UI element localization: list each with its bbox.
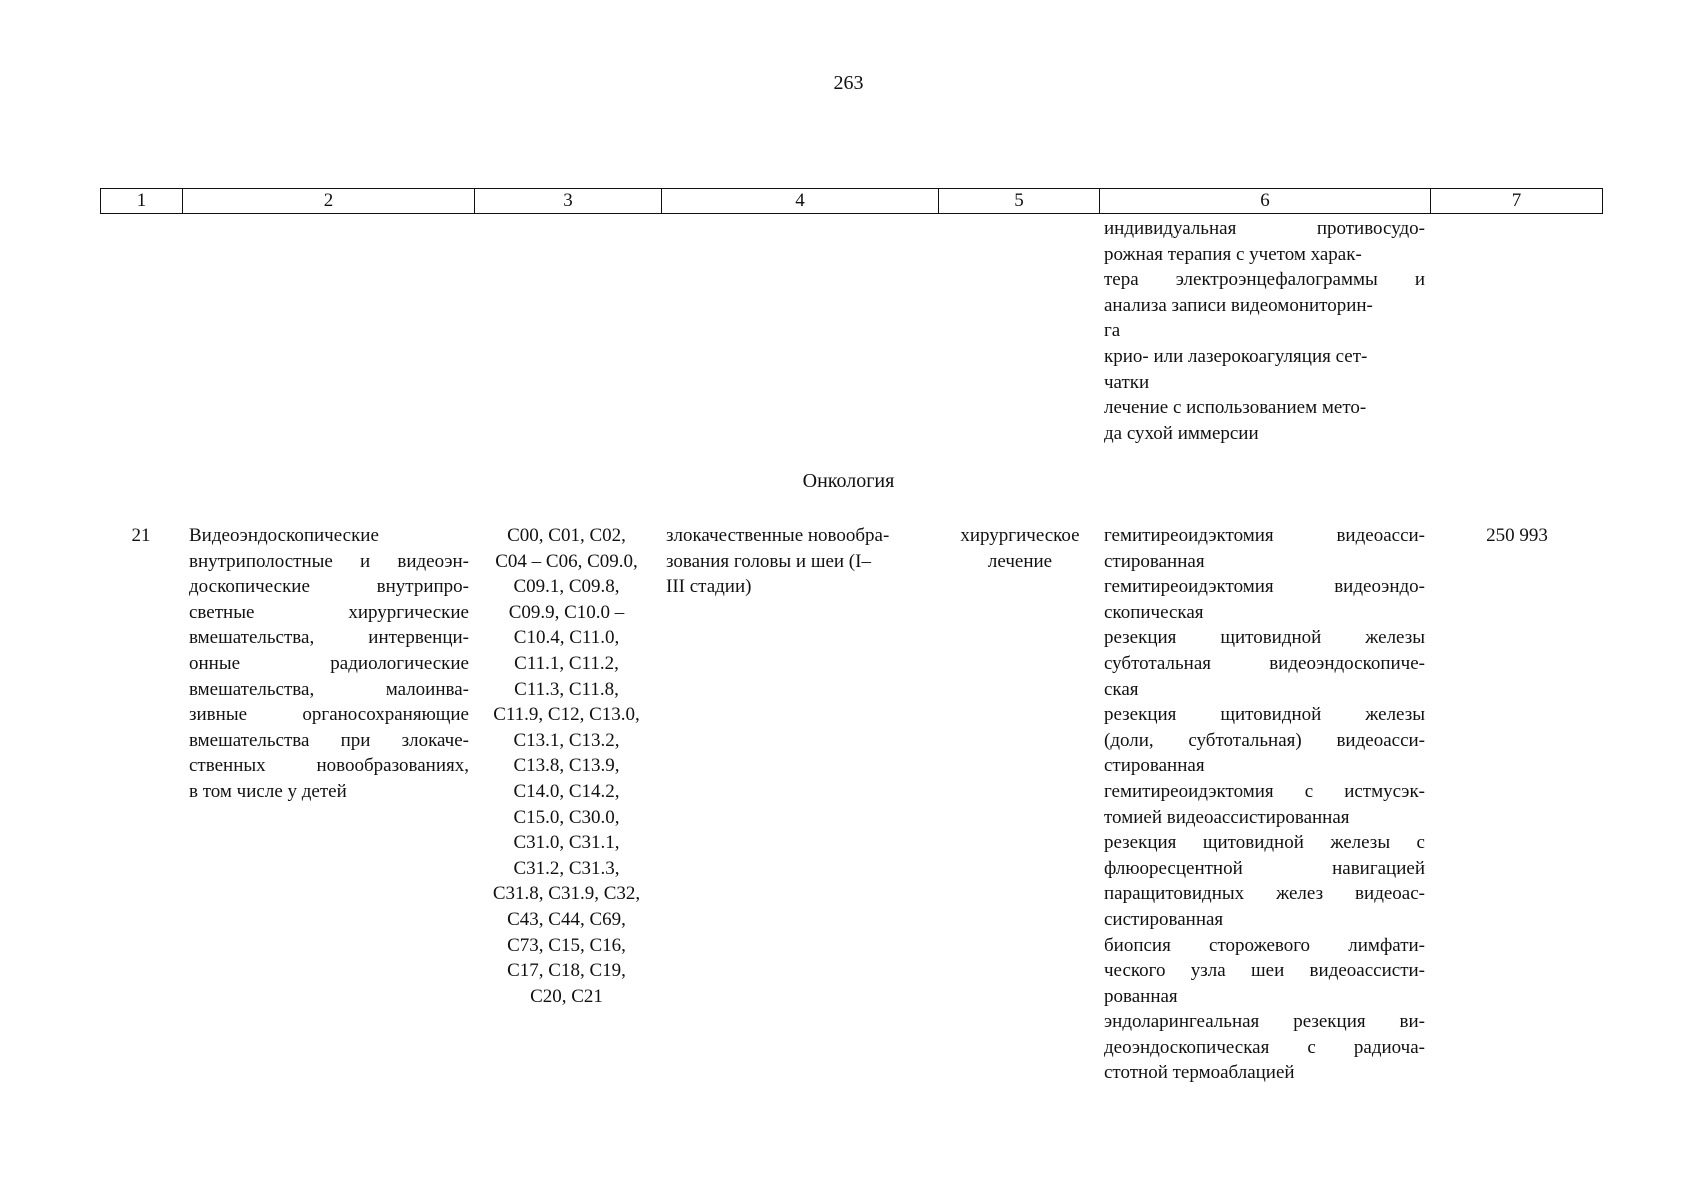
text-line: Видеоэндоскопические	[189, 525, 379, 546]
text-line: C31.2, C31.3,	[513, 857, 620, 879]
header-col-4: 4	[662, 189, 939, 214]
text-line: C11.1, C11.2,	[514, 652, 619, 674]
text-line: C13.8, C13.9,	[513, 755, 620, 777]
text-line: (доли, субтотальная) видеоасси-	[1104, 729, 1425, 751]
text-line: C11.9, C12, C13.0,	[493, 704, 640, 726]
text-line: резекция щитовидной железы	[1104, 627, 1425, 649]
text-line: C20, C21	[530, 985, 603, 1007]
text-line: га	[1104, 320, 1121, 342]
row-cost: 250 993	[1486, 525, 1548, 546]
text-line: C31.8, C31.9, C32,	[492, 883, 641, 905]
text-line: зования головы и шеи (I–	[666, 550, 871, 572]
text-line: чатки	[1104, 371, 1150, 393]
text-line: III стадии)	[666, 576, 752, 598]
text-line: да сухой иммерсии	[1104, 422, 1259, 444]
row-diagnosis	[666, 523, 936, 600]
text-line: стированная	[1104, 550, 1205, 572]
text-line: внутриполостные и видеоэн-	[189, 550, 469, 572]
text-line: светные хирургические	[189, 601, 469, 623]
text-line: онные радиологические	[189, 652, 469, 674]
row-codes	[474, 523, 659, 1009]
header-col-7: 7	[1431, 189, 1603, 214]
text-line: анализа записи видеомониторин-	[1104, 294, 1373, 316]
text-line: злокачественные новообра-	[666, 525, 890, 546]
text-line: гемитиреоидэктомия видеоэндо-	[1104, 576, 1425, 598]
text-line: резекция щитовидной железы с	[1104, 832, 1425, 854]
text-line: лечение с использованием мето-	[1104, 397, 1367, 419]
header-col-6: 6	[1100, 189, 1431, 214]
text-line: C73, C15, C16,	[507, 934, 626, 956]
text-line: C10.4, C11.0,	[513, 627, 620, 649]
row-number: 21	[131, 525, 151, 546]
text-line: C00, C01, C02,	[507, 525, 626, 546]
text-line: тера электроэнцефалограммы и	[1104, 269, 1425, 291]
text-line: C43, C44, C69,	[507, 908, 626, 930]
text-line: паращитовидных желез видеоас-	[1104, 883, 1425, 905]
text-line: C14.0, C14.2,	[513, 780, 620, 802]
text-line: индивидуальная противосудо-	[1104, 218, 1425, 239]
page-number: 263	[833, 72, 864, 94]
text-line: C04 – C06, C09.0,	[495, 550, 638, 572]
text-line: стированная	[1104, 755, 1205, 777]
text-line: резекция щитовидной железы	[1104, 704, 1425, 726]
section-title: Онкология	[802, 470, 895, 492]
header-col-1: 1	[101, 189, 183, 214]
text-line: вмешательства при злокаче-	[189, 729, 469, 751]
text-line: ческого узла шеи видеоассисти-	[1104, 960, 1425, 982]
text-line: C09.9, C10.0 –	[508, 601, 625, 623]
text-line: доскопические внутрипро-	[189, 576, 469, 598]
text-line: C11.3, C11.8,	[514, 678, 619, 700]
text-line: крио- или лазерокоагуляция сет-	[1104, 345, 1368, 367]
text-line: биопсия сторожевого лимфати-	[1104, 934, 1425, 956]
text-line: C17, C18, C19,	[507, 960, 626, 982]
header-col-3: 3	[475, 189, 662, 214]
text-line: систированная	[1104, 908, 1224, 930]
row-treatment-type	[940, 523, 1100, 574]
text-line: флюоресцентной навигацией	[1104, 857, 1425, 879]
text-line: ственных новообразованиях,	[189, 755, 469, 777]
text-line: C13.1, C13.2,	[513, 729, 620, 751]
column-number-header	[100, 188, 1603, 214]
text-line: вмешательства, интервенци-	[189, 627, 469, 649]
header-col-2: 2	[183, 189, 475, 214]
continuation-methods	[1104, 216, 1425, 446]
text-line: рованная	[1104, 985, 1178, 1007]
text-line: в том числе у детей	[189, 780, 347, 802]
text-line: хирургическое	[960, 525, 1080, 546]
text-line: гемитиреоидэктомия видеоасси-	[1104, 525, 1425, 546]
text-line: вмешательства, малоинва-	[189, 678, 469, 700]
text-line: скопическая	[1104, 601, 1204, 623]
text-line: C15.0, C30.0,	[513, 806, 620, 828]
text-line: лечение	[987, 550, 1053, 572]
row-methods	[1104, 523, 1425, 1086]
text-line: деоэндоскопическая с радиоча-	[1104, 1036, 1425, 1058]
text-line: субтотальная видеоэндоскопиче-	[1104, 652, 1425, 674]
text-line: C31.0, C31.1,	[513, 832, 620, 854]
text-line: рожная терапия с учетом харак-	[1104, 243, 1362, 265]
text-line: ская	[1104, 678, 1139, 700]
header-col-5: 5	[939, 189, 1100, 214]
text-line: гемитиреоидэктомия с истмусэк-	[1104, 780, 1425, 802]
text-line: эндоларингеальная резекция ви-	[1104, 1011, 1425, 1033]
text-line: C09.1, C09.8,	[513, 576, 620, 598]
text-line: томией видеоассистированная	[1104, 806, 1350, 828]
text-line: стотной термоаблацией	[1104, 1062, 1295, 1084]
text-line: зивные органосохраняющие	[189, 704, 469, 726]
row-name	[189, 523, 469, 805]
